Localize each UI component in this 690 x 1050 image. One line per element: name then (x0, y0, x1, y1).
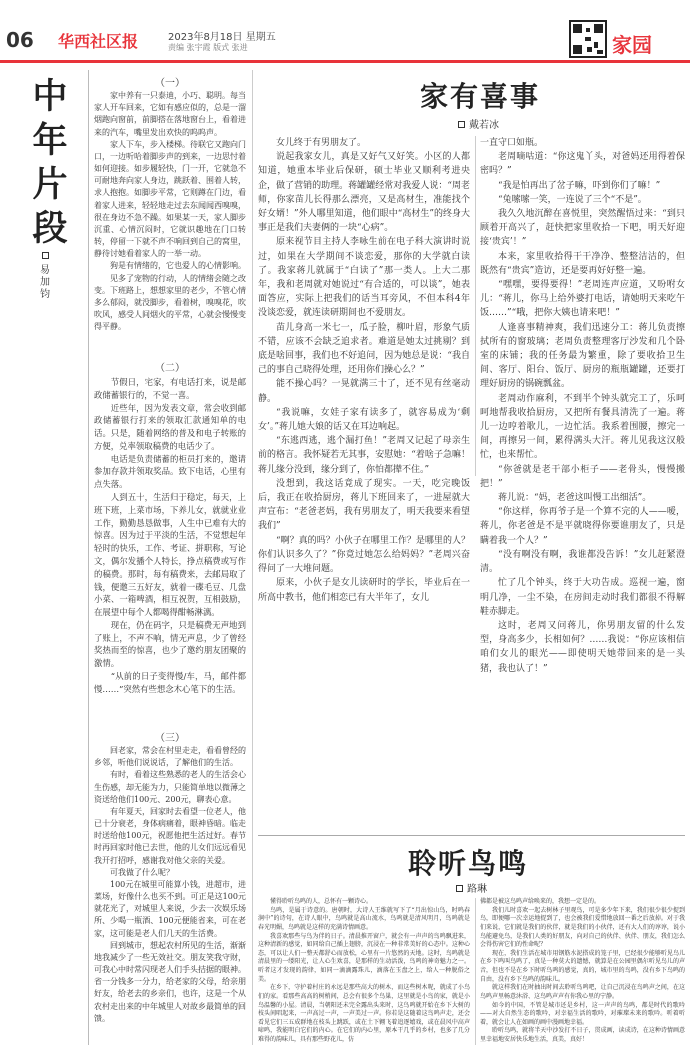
article2-column-left (258, 136, 470, 605)
paragraph: 100元在城里可能算小钱，进超市，进菜场，好像什么也买不到。可正是这100元就花光了，对城里人来说，少去一次娱乐场所、少喝一瓶酒、100元便能省来，可在老家，这可能是老人们几天的生活费。 (94, 879, 246, 938)
paragraph: 人到五十，生活归于稳定，每天，上班下班，上菜市场，下养儿女，就就业业工作，勤勤恳恳做事，人生中已难有大的惊喜。因为过于平淡的生活，不觉想起年轻时的快乐，工作、考证、拼职称，写论文，偶尔发播个人特长，挣点稿费或写作的稿费。那时，每有稿费来，去邮局取了钱，便邀三五好友，就着一碟毛豆、几盘小菜、一箱啤酒，相互祝贺，互相鼓励，在展望中每个人都喝得酣畅淋漓。 (94, 492, 246, 618)
paragraph: 在乡下，守护着村庄的永远是那些高大的树木，而这些树木呢，就成了小鸟们的家。看那些高高的树梢间，总会有很多个鸟巢，这里就是小鸟的家，就是小鸟温馨的小屋。清晨，当朝阳还未完全露出头来时，这鸟鸣就开始在乡下大树的枝头间唱起来，一声高过一声，一声美过一声。你若是这随着这鸟鸣声走，还会看见它们三五成群地在枝头上跳跃，或在土下翱飞着追逐嬉戏，或在晨风中高声啼鸣，我能明白它们的内心。在它们的内心里，原本干几乎的乡村，也多了几分难得的韵味儿，具有那些野花儿，仿 (258, 984, 470, 1043)
article2-title: 家有喜事 (420, 80, 541, 113)
paragraph: “没有啊没有啊，我谁都没告诉！”女儿赶紧澄清。 (480, 549, 685, 575)
paragraph: 有时，看着这些熟悉的老人的生活会心生伤感，却无能为力，只能简单地以微薄之资送给他们100元、200元，聊表心意。 (94, 770, 246, 804)
byline-marker (458, 121, 465, 128)
section-number: （二） (155, 363, 185, 374)
paragraph: “你爸就是老干部小柜子——老骨头，慢慢搬把！” (480, 464, 685, 489)
page-number: 06 (6, 28, 34, 52)
paragraph: 本来，家里收拾得干干净净、整整洁洁的，但既然有“贵宾”造访，还是要再好好整一遍。 (480, 251, 685, 276)
article1-section3 (94, 745, 246, 1025)
article2-column-right (480, 136, 685, 676)
paragraph: 蒋儿说：“妈，老爸这叫慢工出细活”。 (498, 493, 652, 504)
paragraph: 有年夏天，回家时去看望一位老人，他已十分衰老，身体病痛着，眼神昏暗。临走时送给他100元，祝愿他把生活过好。春节时再回家时他已去世，他的儿女们远远看见我开打招呼，感谢我对他父亲的关爱。 (94, 806, 246, 865)
author-char: 钧 (40, 289, 50, 300)
section-number: （一） (155, 78, 185, 89)
paragraph: 就这样我们在时抽出时间去聆听鸟鸣吧，让自己沉浸在鸟鸣声之间，在这鸟鸣声里畅意沐浴、这鸟鸣声声有你我心里的宁静。 (480, 984, 685, 1000)
paragraph: 一直守口如瓶。 (480, 138, 544, 148)
article-separator (258, 835, 685, 836)
paragraph: 能不操心吗？一晃就满三十了，还不见有丝毫动静。 (258, 379, 470, 404)
qr-code-icon (569, 20, 607, 58)
article3-title: 聆听鸟鸣 (408, 847, 529, 880)
paragraph: 这时，老周又问蒋儿，你男朋友留的什么发型，身高多少，长相如何？……我说：“你应该相信咱们女儿的眼光——即使明天她带回来的是一头猪，我也认了！” (480, 620, 685, 674)
title-char: 年 (32, 120, 68, 161)
title-char: 中 (32, 76, 68, 117)
paragraph: 原来视节目主持人李咏生前在电子科大演讲时说过，如果在大学期间不谈恋爱，那你的大学就白读了。我家蒋儿就属于“白读了”那一类人。上大二那年，我和老周就对她说过“有合适的，可以谈”，她表面答应，实际上把我们的话当耳旁风，不但本科4年没谈恋爱，就连读研期间也不爱朋友。 (258, 237, 470, 319)
paragraph: 见多了宠物的行动，人的情绪会随之改变。下班路上，想想家里的老少，不管心情多么郁闷，就没脚步，看着树，嗅嗅花，吹吹风，感受人间烟火的平常，心就会慢慢变得平静。 (94, 273, 246, 332)
byline-marker (42, 252, 49, 259)
paragraph: “兔嗦嗦一笑，一连说了三个“不是”。 (498, 194, 647, 205)
author-name: 戴若冰 (469, 120, 499, 131)
article1-author (38, 252, 52, 301)
author-char: 易 (40, 265, 50, 276)
article2-author (458, 116, 499, 131)
paragraph: 没想到，我这话竟成了现实。一天，吃完晚饭后，我正在收拾厨房，蒋儿下班回来了，一进屋就大声宣布：“老爸老妈，我有男朋友了，明天我要来看望我们” (258, 478, 470, 532)
paragraph: 回老家，常会在村里走走，看看曾经的乡邻，听他们说说话，了解他们的生活。 (94, 746, 246, 768)
issue-date: 2023年8月18日 星期五 (168, 32, 276, 43)
column-divider (475, 898, 476, 1045)
paragraph: 懂得聆听鸟鸣的人，总怀有一颗诗心。 (270, 898, 373, 905)
article3-column-left (258, 898, 470, 1045)
paragraph: 老周动作麻利，不到半个钟头就完工了，乐呵呵地帮我收拾厨房，又把所有餐具清洗了一遍。蒋儿一边哼着歌儿，一边忙活。我系着围腰，擦完一间，再擦另一间，累得满头大汗。蒋儿见我这汉般忙，也来帮忙。 (480, 393, 685, 461)
article1-section2 (94, 376, 246, 696)
paragraph: “我是怕再出了岔子嘛，吓到你们了嘛！” (498, 180, 661, 191)
paragraph: 可我做了什么呢？ (110, 867, 174, 877)
article1-title (20, 75, 80, 251)
paragraph: “你这样，你再爷子是一个算不完的人——嗳，蒋儿，你老爸是不是平就晓得你要谁朋友了，只是瞒着我一个人？” (480, 507, 685, 546)
editors-credit: 责编 张宇霞 版式 张进 (168, 43, 248, 52)
masthead-rule (0, 60, 690, 63)
column-divider (252, 70, 253, 1045)
paragraph: 家中养有一只泰迪，小巧、聪明。每当家人开车回来，它如有感应似的，总是一溜烟跑向窗前，前脚搭在落地窗台上，看着进来的汽车，嘴里发出欢快的呜呜声。 (94, 91, 246, 137)
paragraph: “啊？真的吗？小伙子在哪里工作？是哪里的人？你们认识多久了？”你竟过她怎么给妈妈？”老周兴奋得问了一大堆问题。 (258, 535, 470, 575)
paragraph: 现在，我们生活在城市用钢筋水泥搭成的笼子里，已经很少能够听见鸟儿在乡下鸣叫鸟鸣了，真是一种莫大的遗憾，就算是在公园里偶尔听见鸟儿的声音，但也不是在乡下时听鸟鸣的感觉，真的，城市里的鸟鸣，没有乡下鸟鸣的自由，没有乡下鸟鸣的韵味儿。 (480, 949, 685, 983)
paragraph: “嘿嘿，要得要得！”老周连声应道，又吩咐女儿：“蒋儿，你马上给外婆打电话，请她明天来吃午饭……”“哦，把你大姨也请来吧！” (480, 280, 685, 319)
paragraph: 我喜欢那些与鸟为伴的日子。清晨推开窗户，就会有一声声的鸟鸣飘进来，这种清新的感觉，如同给自己插上翅膀，沉浸在一种非常美好的心态中。这种心态，可以让人们一整天都舒心而放松，心里有一片悠然的天地。这时，鸟鸣就是清晨里的一缕阳光，让人心生欢喜，是那样的生动活泼，鸟鸣的神奇魅力之一。听者这才发现的韵律，如同一滴滴露珠儿，滴落在玉盘之上，给人一种脱俗之美。 (258, 932, 470, 983)
article3-author (456, 880, 487, 895)
author-name: 路琳 (467, 884, 487, 895)
paragraph: 说起我家女儿，真是又好气又好笑。小区的人都知道，她重本毕业后保研，硕士毕业又顺利考进央企，做了营销的助理。蒋罐罐经常对我爱人说：“周老师，你家苗儿长得那么漂亮，又是高材生，准能找个好女婿！”外人哪里知道，他们眼中“高材生”的终身大事正是我们夫妻俩的一块“心病”。 (258, 152, 470, 234)
paragraph: 现在，仍在码字，只是稿费无声地到了账上，不声不响，情无声息，少了曾经奖热而至的惊喜，也少了邀约朋友团聚的激情。 (94, 619, 246, 669)
paragraph: 电话是负责储蓄的柜员打来的，邀请参加存款并领取奖品。致下电话，心里有点失落。 (94, 453, 246, 490)
section-name: 家园 (612, 33, 652, 57)
byline-marker (456, 885, 463, 892)
title-char: 片 (32, 164, 68, 205)
article3-column-right (480, 898, 685, 1045)
paragraph: 老周嘀咕道：“你这鬼丫头，对爸妈还用得着保密吗？” (480, 152, 685, 177)
paragraph: 聆听鸟鸣，就将半天中沙发打不日子，贯成画，读成诗，在这种诗情画意里幸福地安居快乐地生活，真美，真好！ (480, 1027, 685, 1043)
author-char: 加 (40, 277, 50, 288)
paragraph: 我久久地沉醉在喜悦里，突然醒悟过来：“到只顾着开高兴了，赶快把家里收拾一下吧，明天好迎接‘贵宾’！” (480, 209, 685, 248)
paragraph: 节假日，宅家，有电话打来，说是邮政储蓄银行的，不觉一喜。 (94, 377, 246, 400)
paragraph: 回到城市，想起农村所见的生活，渐渐地我减少了一些无效社交。朋友笑我守财，可我心中时常闪现老人们手头拮据的眼神。省一分钱多一分力，给老家的父母，给亲朋好友，给老去的乡亲们，也许，这是一个从农村走出来的中年城里人对故乡最简单的回馈。 (94, 940, 246, 1023)
paragraph: 苗儿身高一米七一，瓜子脸，柳叶眉，形象气质不错，应该不会缺乏追求者。难道是她太过挑剔？到底是啥回事，我们也不好追问，因为她总是说：“我自己的事自己晓得处理，还用你们操心么？” (258, 322, 470, 376)
paragraph: 狗是有情绪的，它也爱人的心情影响。 (110, 261, 246, 271)
paragraph: 鸟鸣，是属于诗意的。唐朝时，大诗人王维就写下了“月出惊山鸟，时鸣春涧中”的诗句，在诗人眼中，鸟鸣就是高山流水，鸟鸣就是清风明月，鸟鸣就是春光明媚，鸟鸣就是这样的充满诗情画意。 (258, 906, 470, 931)
newspaper-brand: 华西社区报 (58, 32, 139, 51)
paragraph: “我说嘛，女娃子家有读多了，就容易成为‘剩女’。”蒋儿她大娘的话又在耳边响起。 (258, 407, 470, 433)
paragraph: 如今的中国，不管是城市还是乡村，这一声声的鸟鸣，都是时代的歌吟——对大自然生态的歌吟，对幸福生活的歌吟，对璀璨未来的歌吟。听着听着，就会让人在如画的画中漫画地幸福。 (480, 1001, 685, 1026)
paragraph: 家人下车，步入楼梯。待联它又跑向门口，一边听哈着脚步声的到来，一边思忖着如何迎接。如步履轻快，门一开，它就急不可耐地奔向家人身边，跳跃着、围着人转，求人抱抱。如脚步平常，它则蹲在门边，看着家人进来，轻轻地走过去东闻闻西嗅嗅，很在身边不急不躁。如果某一天，家人脚步沉重、心情沉闷时，它就识趣地在门口转转，停留一下就不声不响回到自己的窝里，静待讨她看着家人的一举一动。 (94, 139, 246, 259)
paragraph: 人逢喜事精神爽，我们迅速分工：蒋儿负责擦拭所有的窗玻璃；老周负责整理客厅沙发和几个卧室的床铺；我的任务最为繁重，除了要收拾卫生间、客厅、阳台、饭厅、厨房的瓶瓶罐罐，还要打理好厨房的锅碗瓢盆。 (480, 322, 685, 390)
column-divider (88, 70, 89, 1045)
paragraph: “从前的日子变得慢/车，马，邮件都慢……”突然有些想念木心笔下的生活。 (94, 670, 246, 694)
paragraph: 我们儿时喜欢一起去树林子里观鸟，可是多少年下来，我们很少很少捉到鸟，即便哪一次幸运地捉到了，也会被我们爱惜地放回一番之后放掉。对于我们来说，它们就是我们的伙伴，就是我们的小伙伴，还有大人们的谆谆，说小鸟能避免鸟，是我们人类的好朋友，向对自己的伙伴、伙伴、朋友，我们怎么会得伤害它们的性命呢？ (480, 906, 685, 949)
paragraph: 女儿终于有男朋友了。 (276, 138, 367, 148)
paragraph: 佛都是被这鸟鸣声给唤来的，我想一定是的。 (480, 898, 601, 905)
paragraph: “东逃西逃，逃个漏打鱼！”老周又记起了母亲生前的格言。我怀疑若无其事，安慰她：“着啥子急嘛！蒋儿缘分没到，缘分到了，你怕都撵不住。” (258, 436, 470, 475)
column-divider (475, 136, 476, 476)
section-number: （三） (155, 733, 185, 744)
title-char: 段 (32, 208, 68, 249)
masthead (0, 0, 690, 58)
article1-section1 (94, 90, 246, 333)
paragraph: 近些年，因为发表文章，常会收到邮政储蓄银行打来的领取汇款通知单的电话。只是，随着网络的普及和电子转账的方便，兑率领取稿费的电话少了。 (94, 402, 246, 451)
paragraph: 忙了几个钟头，终于大功告成。巡视一遍，窗明几净，一尘不染，在房间走动时我们都很不得解鞋赤脚走。 (480, 578, 685, 617)
paragraph: 原来，小伙子是女儿读研时的学长，毕业后在一所高中教书，他们相恋已有大半年了，女儿 (258, 578, 470, 603)
